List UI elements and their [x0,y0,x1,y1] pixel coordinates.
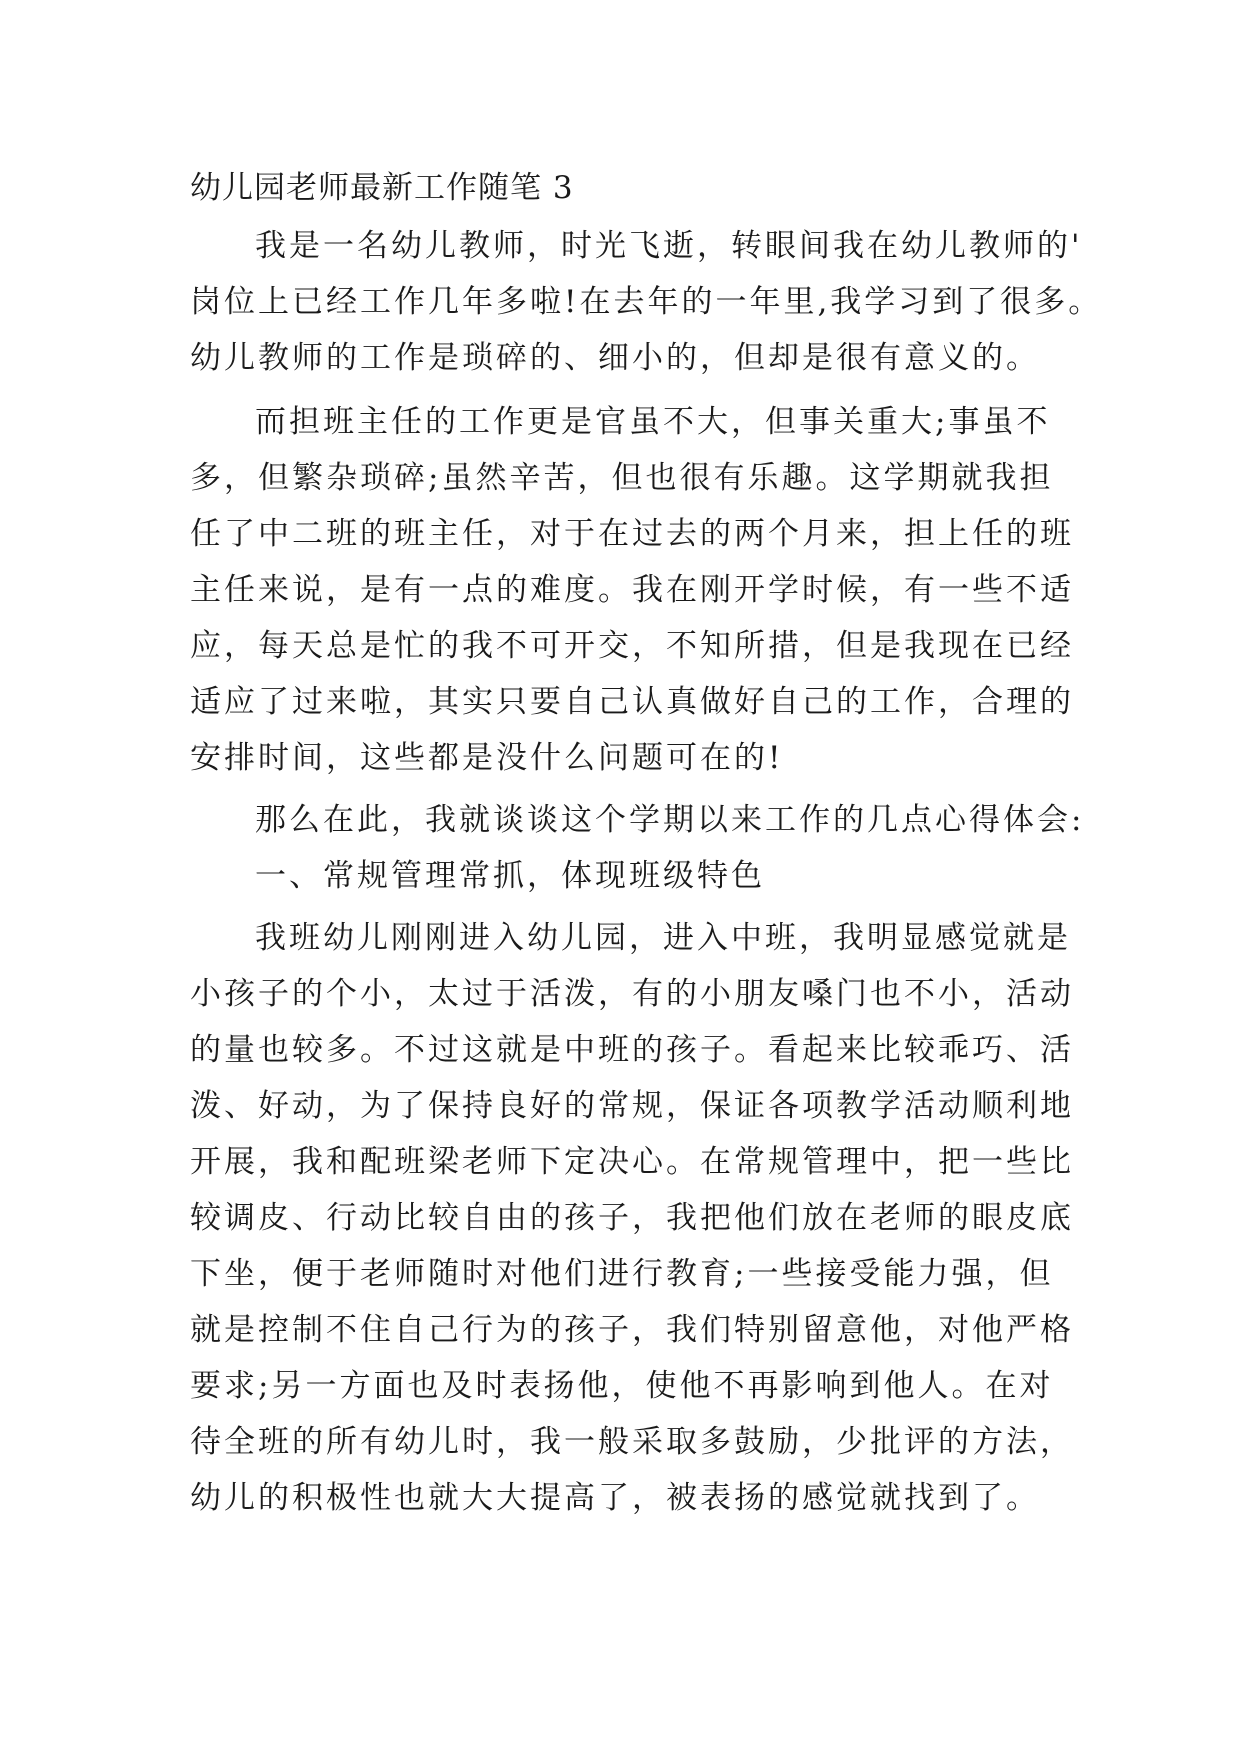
paragraph-line: 的量也较多。不过这就是中班的孩子。看起来比较乖巧、活 [190,1032,1074,1068]
paragraph-line: 适应了过来啦，其实只要自己认真做好自己的工作，合理的 [190,684,1074,720]
paragraph-line: 主任来说，是有一点的难度。我在刚开学时候，有一些不适 [190,572,1074,608]
paragraph-line: 要求;另一方面也及时表扬他，使他不再影响到他人。在对 [190,1368,1054,1404]
paragraph-line: 安排时间，这些都是没什么问题可在的! [190,740,784,776]
paragraph-line: 泼、好动，为了保持良好的常规，保证各项教学活动顺利地 [190,1088,1074,1124]
paragraph-line: 小孩子的个小，太过于活泼，有的小朋友嗓门也不小，活动 [190,976,1074,1012]
paragraph-line: 较调皮、行动比较自由的孩子，我把他们放在老师的眼皮底 [190,1200,1074,1236]
paragraph-line: 任了中二班的班主任，对于在过去的两个月来，担上任的班 [190,516,1074,552]
document-title: 幼儿园老师最新工作随笔 3 [190,170,574,206]
paragraph-line: 下坐，便于老师随时对他们进行教育;一些接受能力强，但 [190,1256,1054,1292]
paragraph-line: 幼儿教师的工作是琐碎的、细小的，但却是很有意义的。 [190,340,1040,376]
paragraph-line: 我是一名幼儿教师，时光飞逝，转眼间我在幼儿教师的' [255,228,1083,264]
paragraph-line: 开展，我和配班梁老师下定决心。在常规管理中，把一些比 [190,1144,1074,1180]
paragraph-line: 多，但繁杂琐碎;虽然辛苦，但也很有乐趣。这学期就我担 [190,460,1054,496]
paragraph-line: 那么在此，我就谈谈这个学期以来工作的几点心得体会: [255,802,1085,838]
paragraph-line: 我班幼儿刚刚进入幼儿园，进入中班，我明显感觉就是 [255,920,1071,956]
paragraph-line: 就是控制不住自己行为的孩子，我们特别留意他，对他严格 [190,1312,1074,1348]
paragraph-line: 幼儿的积极性也就大大提高了，被表扬的感觉就找到了。 [190,1480,1040,1516]
paragraph-line: 岗位上已经工作几年多啦!在去年的一年里,我学习到了很多。 [190,284,1103,320]
paragraph-line: 待全班的所有幼儿时，我一般采取多鼓励，少批评的方法， [190,1424,1074,1460]
section-heading: 一、常规管理常抓，体现班级特色 [255,858,765,894]
paragraph-line: 而担班主任的工作更是官虽不大，但事关重大;事虽不 [255,404,1051,440]
paragraph-line: 应，每天总是忙的我不可开交，不知所措，但是我现在已经 [190,628,1074,664]
